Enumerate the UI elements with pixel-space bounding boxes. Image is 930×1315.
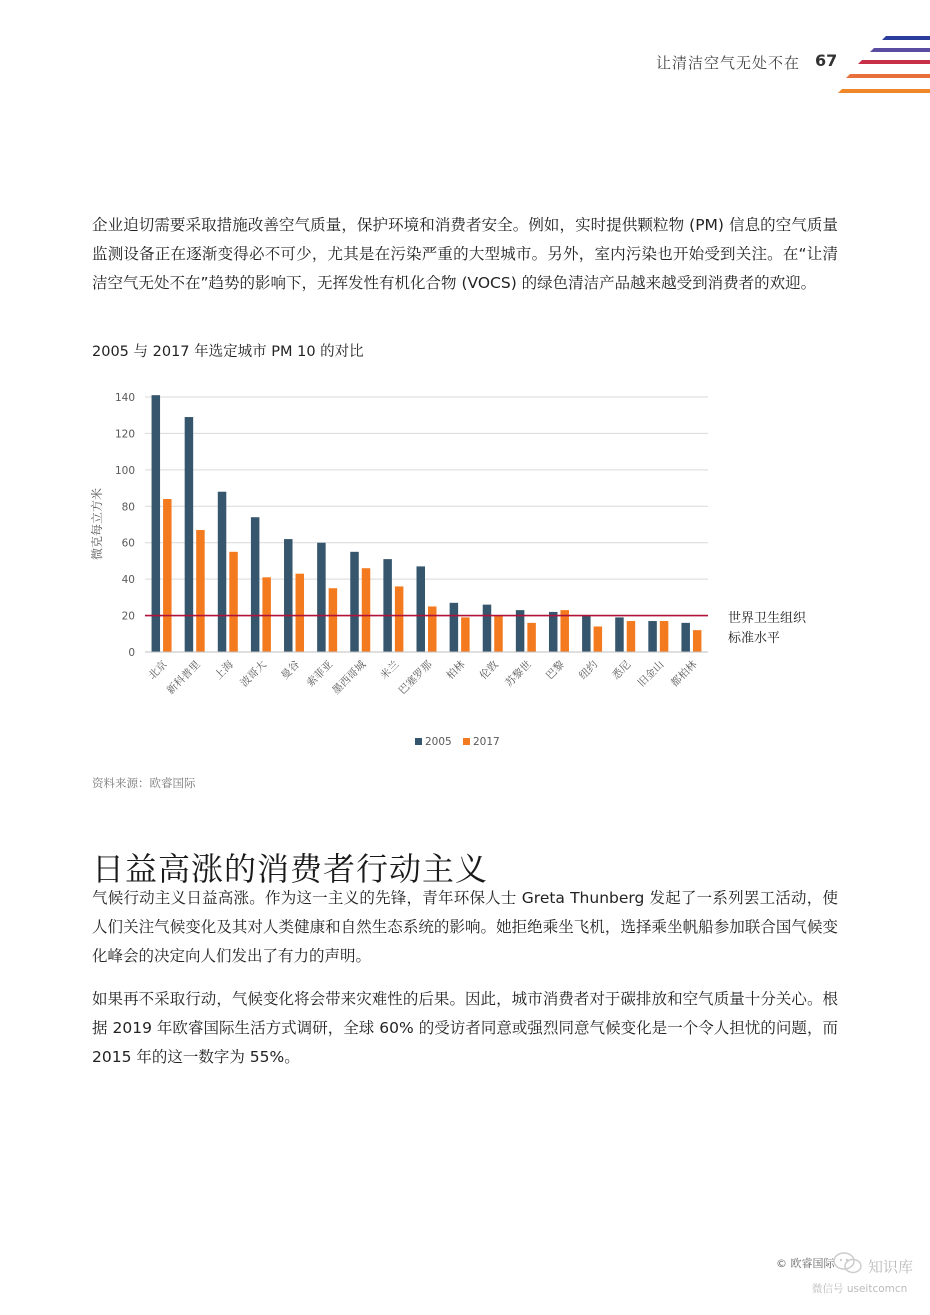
bar-2005 [218,492,227,652]
source-note: 资料来源：欧睿国际 [92,776,196,790]
legend-label-2017: 2017 [473,736,500,748]
bar-2017 [229,552,238,652]
legend-swatch-2005 [415,738,422,745]
x-tick-label: 波哥大 [238,658,270,690]
bar-2017 [693,630,702,652]
chart-title: 2005 与 2017 年选定城市 PM 10 的对比 [92,344,364,360]
paragraph-consumer-concern: 如果再不采取行动，气候变化将会带来灾难性的后果。因此，城市消费者对于碳排放和空气质量十分关心。根据 2019 年欧睿国际生活方式调研，全球 60% 的受访者同意或强烈同意气候变化是一个令人担忧的问题，而 2015 年的这一数字为 55%。 [92,990,838,1066]
bar-2005 [185,417,194,652]
section-heading: 日益高涨的消费者行动主义 [92,850,489,888]
x-tick-label: 新科普里 [164,658,203,697]
bar-2017 [395,586,404,652]
bar-2017 [428,606,437,652]
bar-2017 [196,530,205,652]
bar-2017 [461,617,470,652]
footer-copyright: © 欧睿国际 [776,1257,835,1270]
legend-swatch-2017 [463,738,470,745]
bar-2005 [549,612,558,652]
bar-2017 [296,574,305,652]
watermark-name: 知识库 [868,1258,914,1276]
reference-line-label-1: 世界卫生组织 [728,611,807,626]
x-tick-label: 巴黎 [543,658,568,682]
x-tick-label: 曼谷 [278,658,303,682]
x-tick-label: 索菲亚 [304,658,336,690]
intro-paragraph: 企业迫切需要采取措施改善空气质量，保护环境和消费者安全。例如，实时提供颗粒物 (PM) 信息的空气质量监测设备正在逐渐变得必不可少，尤其是在污染严重的大型城市。另外，室内污染也开始受到关注。在“让清洁空气无处不在”趋势的影响下，无挥发性有机化合物 (VOCS) 的绿色清洁产品越来越受到消费者的欢迎。 [92,216,838,292]
bar-2005 [317,543,326,652]
bar-2017 [262,577,271,652]
bar-2017 [494,616,503,652]
x-tick-label: 巴塞罗那 [396,658,435,697]
reference-line-label-2: 标准水平 [728,631,781,646]
x-tick-label: 墨西哥城 [330,658,369,697]
page-number: 67 [815,51,838,70]
y-tick-label: 40 [121,574,135,587]
y-tick-label: 80 [121,501,135,514]
y-tick-label: 140 [114,392,135,404]
bar-2005 [284,539,293,652]
bar-2005 [681,623,690,652]
watermark-id: 微信号 useitcomcn [812,1283,908,1295]
x-tick-label: 悉尼 [609,658,634,682]
y-tick-label: 100 [114,464,135,477]
wechat-icon [832,1250,864,1276]
bar-2005 [152,395,161,652]
bar-2017 [594,627,603,653]
x-tick-label: 苏黎世 [503,658,534,690]
y-tick-label: 60 [121,537,135,550]
bar-2005 [383,559,392,652]
bar-2005 [615,617,624,652]
paragraph-climate-activism: 气候行动主义日益高涨。作为这一主义的先锋，青年环保人士 Greta Thunberg 发起了一系列罢工活动，使人们关注气候变化及其对人类健康和自然生态系统的影响。她拒绝乘坐飞机，选择乘坐帆船参加联合国气候变化峰会的决定向人们发出了有力的声明。 [92,889,838,965]
y-axis-label: 微克每立方米 [90,487,104,561]
bar-2005 [582,616,591,652]
x-tick-label: 上海 [212,658,236,682]
bar-2005 [417,566,426,652]
bar-2005 [648,621,657,652]
bar-2017 [627,621,636,652]
bar-2005 [350,552,359,652]
bar-2005 [450,603,459,652]
y-tick-label: 0 [128,647,135,659]
x-tick-label: 都柏林 [668,658,700,690]
bar-2017 [527,623,536,652]
x-tick-label: 纽约 [576,658,601,682]
bar-2017 [163,499,172,652]
bar-2005 [251,517,259,652]
x-tick-label: 旧金山 [635,658,667,690]
bar-2017 [362,568,371,652]
bar-2017 [560,610,569,652]
legend-label-2005: 2005 [425,736,452,748]
x-tick-label: 伦敦 [477,658,501,682]
bar-2017 [329,588,338,652]
bar-2005 [516,610,525,652]
x-tick-label: 北京 [146,658,170,682]
header-title: 让清洁空气无处不在 [655,54,800,72]
bar-2005 [483,605,492,652]
x-tick-label: 柏林 [444,658,468,682]
x-tick-label: 米兰 [378,658,402,682]
y-tick-label: 20 [121,610,135,623]
bar-2017 [660,621,669,652]
y-tick-label: 120 [114,428,135,441]
